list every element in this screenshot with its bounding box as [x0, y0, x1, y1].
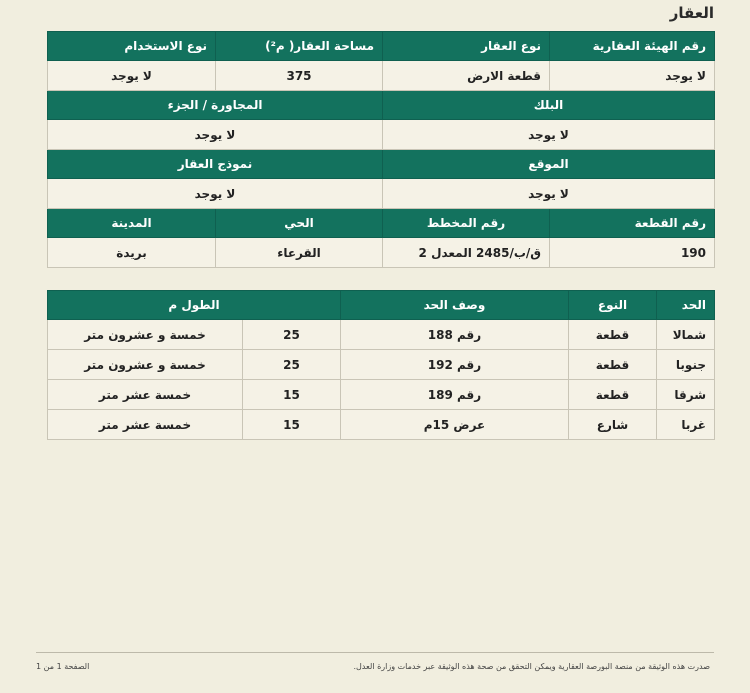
boundary-length-text: خمسة عشر متر — [48, 380, 243, 410]
header-cell: النوع — [569, 291, 657, 320]
header-cell: رقم القطعة — [550, 209, 715, 238]
table-row — [48, 61, 715, 91]
value-cell: لا يوجد — [48, 120, 383, 150]
table-header-row — [48, 291, 715, 320]
header-cell: مساحة العقار( م²) — [216, 32, 383, 61]
table-header-row — [48, 32, 715, 61]
boundary-desc: رقم 188 — [341, 320, 569, 350]
value-cell: لا يوجد — [48, 61, 216, 91]
boundary-length-text: خمسة عشر متر — [48, 410, 243, 440]
footer-divider — [36, 652, 714, 653]
page-number: الصفحة 1 من 1 — [36, 662, 90, 671]
table-header-row — [48, 209, 715, 238]
boundary-side: شرقا — [657, 380, 715, 410]
value-cell: ق/ب/2485 المعدل 2 — [383, 238, 550, 268]
header-cell: الموقع — [383, 150, 715, 179]
header-cell: نوع العقار — [383, 32, 550, 61]
boundary-length-text: خمسة و عشرون متر — [48, 350, 243, 380]
boundary-side: شمالا — [657, 320, 715, 350]
page-title: العقار — [669, 4, 714, 22]
value-cell: بريدة — [48, 238, 216, 268]
header-cell: البلك — [383, 91, 715, 120]
table-row — [48, 350, 715, 380]
boundaries-table — [47, 290, 715, 440]
boundary-type: شارع — [569, 410, 657, 440]
value-cell: القرعاء — [216, 238, 383, 268]
boundary-desc: عرض 15م — [341, 410, 569, 440]
header-cell: رقم الهيئة العقارية — [550, 32, 715, 61]
value-cell: 190 — [550, 238, 715, 268]
header-cell: رقم المخطط — [383, 209, 550, 238]
value-cell: لا يوجد — [383, 120, 715, 150]
value-cell: لا يوجد — [550, 61, 715, 91]
boundary-type: قطعة — [569, 350, 657, 380]
header-cell: وصف الحد — [341, 291, 569, 320]
boundary-desc: رقم 189 — [341, 380, 569, 410]
value-cell: 375 — [216, 61, 383, 91]
boundary-side: جنوبا — [657, 350, 715, 380]
value-cell: قطعة الارض — [383, 61, 550, 91]
boundary-length: 15 — [243, 410, 341, 440]
table-header-row — [48, 150, 715, 179]
footer-note: صدرت هذه الوثيقة من منصة البورصة العقارية ويمكن التحقق من صحة هذه الوثيقة عبر خدمات وزارة العدل. — [353, 662, 710, 671]
boundary-type: قطعة — [569, 380, 657, 410]
boundary-type: قطعة — [569, 320, 657, 350]
table-row — [48, 380, 715, 410]
boundary-desc: رقم 192 — [341, 350, 569, 380]
boundary-length-text: خمسة و عشرون متر — [48, 320, 243, 350]
property-details-table — [47, 31, 715, 268]
table-row — [48, 320, 715, 350]
boundary-length: 25 — [243, 350, 341, 380]
table-header-row — [48, 91, 715, 120]
boundary-length: 15 — [243, 380, 341, 410]
boundary-length: 25 — [243, 320, 341, 350]
header-cell: الحد — [657, 291, 715, 320]
header-cell: الحي — [216, 209, 383, 238]
header-cell: الطول م — [48, 291, 341, 320]
table-row — [48, 179, 715, 209]
header-cell: المجاورة / الجزء — [48, 91, 383, 120]
header-cell: المدينة — [48, 209, 216, 238]
boundary-side: غربا — [657, 410, 715, 440]
table-row — [48, 120, 715, 150]
value-cell: لا يوجد — [383, 179, 715, 209]
table-row — [48, 410, 715, 440]
header-cell: نموذج العقار — [48, 150, 383, 179]
header-cell: نوع الاستخدام — [48, 32, 216, 61]
value-cell: لا يوجد — [48, 179, 383, 209]
table-row — [48, 238, 715, 268]
